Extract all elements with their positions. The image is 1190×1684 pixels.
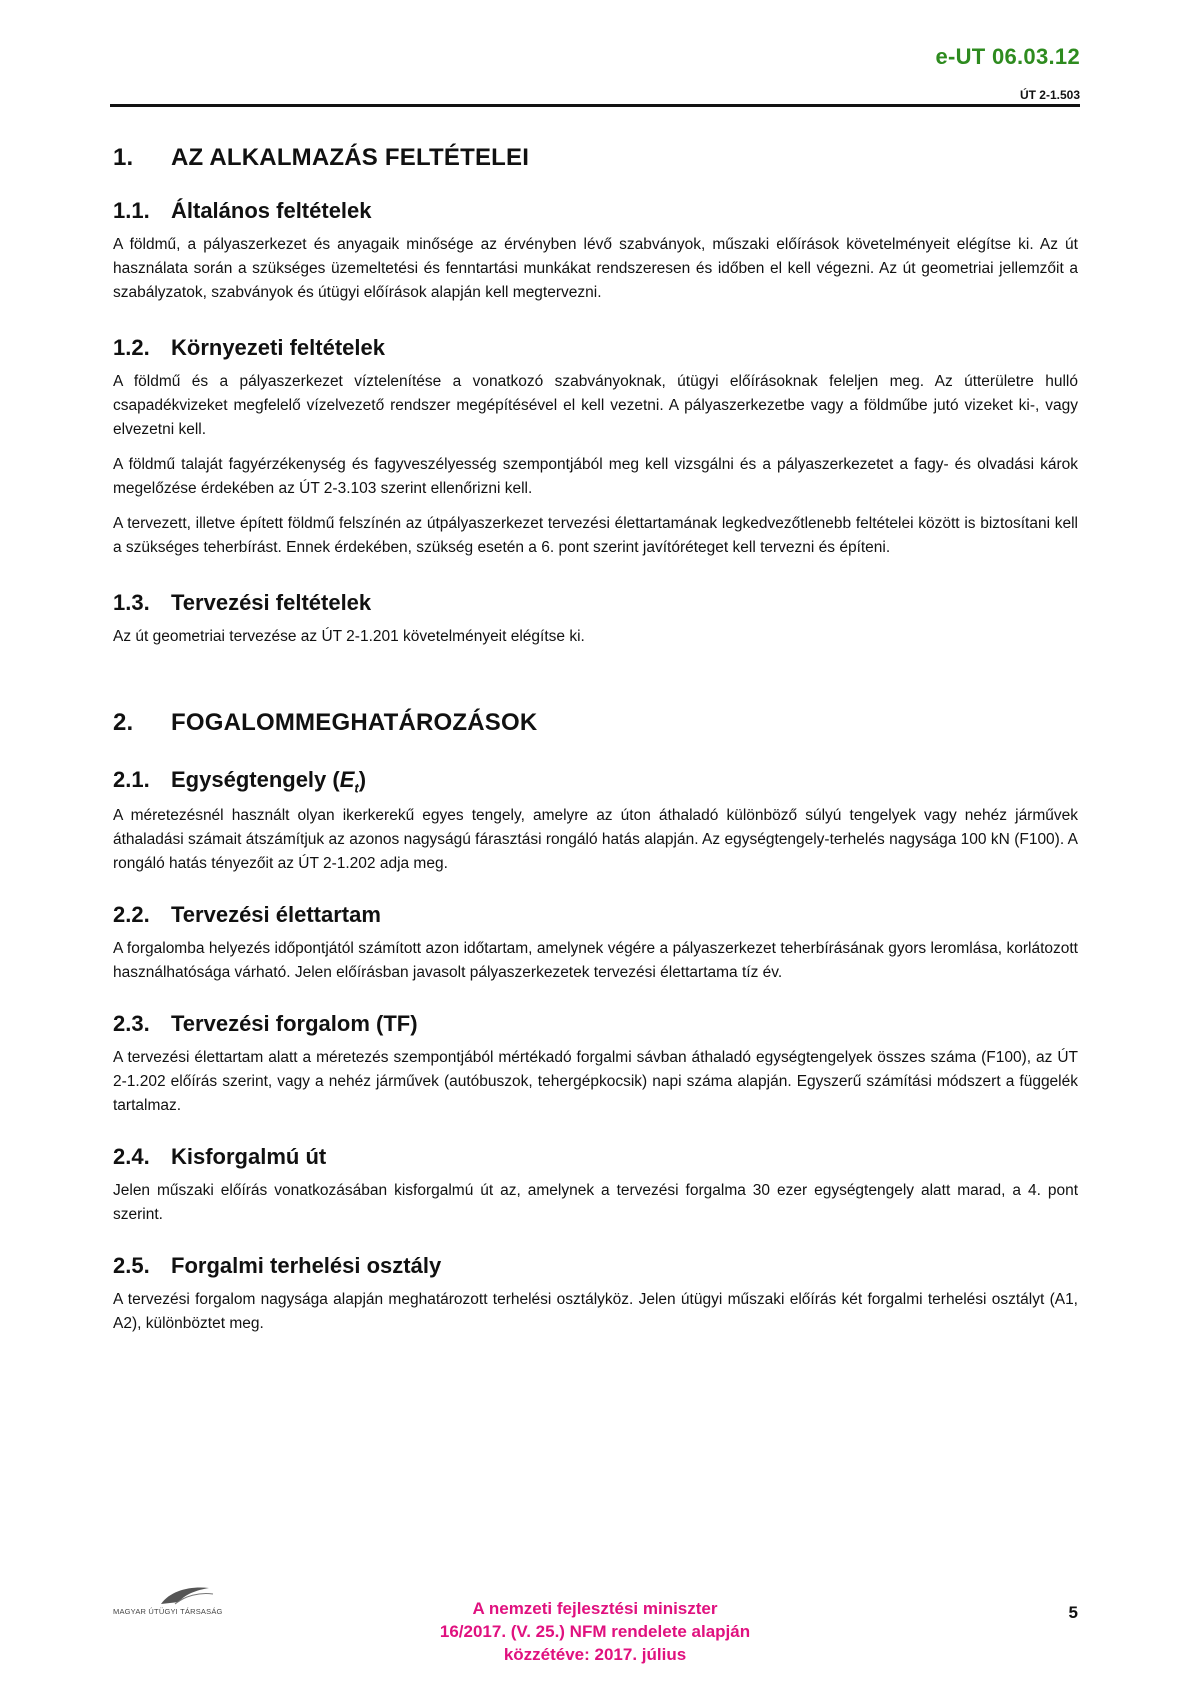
subsection-heading-2-5 xyxy=(113,1253,1078,1279)
section-title: AZ ALKALMAZÁS FELTÉTELEI xyxy=(171,144,530,171)
subsection-number: 1.1. xyxy=(113,198,150,223)
subsection-heading-1-2 xyxy=(113,335,1078,361)
subsection-number: 2.4. xyxy=(113,1144,150,1170)
subsection-title xyxy=(171,767,366,795)
subsection-title: Környezeti feltételek xyxy=(171,335,385,360)
paragraph: A forgalomba helyezés időpontjától számított azon időtartam, amelynek végére a pályaszerkezet teherbírásának gyors leromlása, korlátozott használhatósága várható. Jelen előírásban javasolt pályaszerkezetek tervezési élettartama tíz év. xyxy=(113,940,1078,982)
subsection-number: 1.3. xyxy=(113,590,150,615)
subsection-number: 2.1. xyxy=(113,767,150,792)
title-text: Egységtengely ( xyxy=(171,767,340,792)
subsection-heading-2-1 xyxy=(113,767,1078,795)
subsection-title: Általános feltételek xyxy=(171,198,372,223)
title-close: ) xyxy=(358,767,367,792)
section-title: FOGALOMMEGHATÁROZÁSOK xyxy=(171,709,538,736)
subsection-number: 1.2. xyxy=(113,335,150,360)
footer-line-2: 16/2017. (V. 25.) NFM rendelete alapján xyxy=(439,1622,751,1641)
subsection-number: 2.2. xyxy=(113,902,150,928)
paragraph: A méretezésnél használt olyan ikerkerekű egyes tengely, amelyre az úton áthaladó különböző súlyú tengelyek vagy nehéz járművek áthaladási számait átszámítjuk az azonos nagyságú fárasztási rongáló hatás alapján. Az egységtengely-terhelés nagysága 100 kN (F100). A rongáló hatás tényezőit az ÚT 2-1.202 adja meg. xyxy=(113,807,1078,873)
paragraph: Jelen műszaki előírás vonatkozásában kisforgalmú út az, amelynek a tervezési forgalma 30 ezer egységtengely alatt marad, a 4. pont szerint. xyxy=(113,1182,1078,1224)
subsection-heading-2-3 xyxy=(113,1011,1078,1037)
subsection-title: Tervezési élettartam xyxy=(171,902,381,928)
symbol-e: E xyxy=(339,767,355,792)
paragraph: A földmű talaját fagyérzékenység és fagyveszélyesség szempontjából meg kell vizsgálni és a pályaszerkezetet a fagy- és olvadási károk megelőzése érdekében az ÚT 2-3.103 szerint ellenőrizni kell. xyxy=(113,456,1078,497)
page-number: 5 xyxy=(1068,1603,1078,1622)
subsection-number: 2.5. xyxy=(113,1253,150,1279)
subsection-heading-1-3 xyxy=(113,590,1078,616)
page-content xyxy=(113,140,1078,1336)
subsection-number: 2.3. xyxy=(113,1011,150,1037)
footer-line-3: közzétéve: 2017. július xyxy=(503,1645,687,1664)
section-heading-2 xyxy=(113,709,1078,737)
paragraph: A tervezési forgalom nagysága alapján meghatározott terhelési osztályköz. Jelen útügyi műszaki előírás két forgalmi terhelési osztályt (A1, A2), különböztet meg. xyxy=(113,1291,1078,1333)
document-code: e-UT 06.03.12 xyxy=(935,44,1080,69)
section-number: 1. xyxy=(113,144,134,171)
subsection-heading-1-1 xyxy=(113,198,1078,224)
subsection-heading-2-4 xyxy=(113,1144,1078,1170)
section-number: 2. xyxy=(113,709,134,736)
section-heading-1 xyxy=(113,144,1078,172)
subsection-title: Kisforgalmú út xyxy=(171,1144,327,1170)
paragraph: A tervezési élettartam alatt a méretezés szempontjából mértékadó forgalmi sávban áthaladó egységtengelyek összes száma (F100), az ÚT 2-1.202 előírás szerint, vagy a nehéz járművek (autóbuszok, tehergépkocsik) napi száma alapján. Egyszerű számítási módszert a függelék tartalmaz. xyxy=(113,1049,1078,1115)
document-reference: ÚT 2-1.503 xyxy=(1019,88,1080,102)
logo-text: MAGYAR ÚTÜGYI TÁRSASÁG xyxy=(113,1607,223,1616)
subsection-title: Tervezési forgalom (TF) xyxy=(171,1011,418,1037)
header-divider xyxy=(110,104,1080,107)
footer-publication-note xyxy=(0,1597,1190,1666)
footer-line-1: A nemzeti fejlesztési miniszter xyxy=(472,1599,718,1618)
subsection-heading-2-2 xyxy=(113,902,1078,928)
paragraph: A tervezett, illetve épített földmű felszínén az útpályaszerkezet tervezési élettartamának legkedvezőtlenebb feltételei között is biztosítani kell a szükséges teherbírást. Ennek érdekében, szükség esetén a 6. pont szerint javítóréteget kell tervezni és építeni. xyxy=(113,515,1078,556)
symbol-subscript: t xyxy=(354,780,359,796)
paragraph: A földmű és a pályaszerkezet víztelenítése a vonatkozó szabványoknak, útügyi előírásoknak feleljen meg. Az útterületre hulló csapadékvizeket megfelelő vízelvezető rendszer megépítésével el kell vezetni. A pályaszerkezetbe vagy a földműbe jutó vizeket ki-, vagy elvezetni kell. xyxy=(113,373,1078,438)
subsection-title: Tervezési feltételek xyxy=(171,590,372,615)
paragraph: A földmű, a pályaszerkezet és anyagaik minősége az érvényben lévő szabványok, műszaki előírások követelményeit elégítse ki. Az út használata során a szükséges üzemeltetési és fenntartási munkákat rendszeresen és időben el kell végezni. Az út geometriai jellemzőit a szabályzatok, szabványok és útügyi előírások alapján kell megtervezni. xyxy=(113,236,1078,301)
subsection-title: Forgalmi terhelési osztály xyxy=(171,1253,442,1279)
paragraph: Az út geometriai tervezése az ÚT 2-1.201 követelményeit elégítse ki. xyxy=(113,628,585,645)
